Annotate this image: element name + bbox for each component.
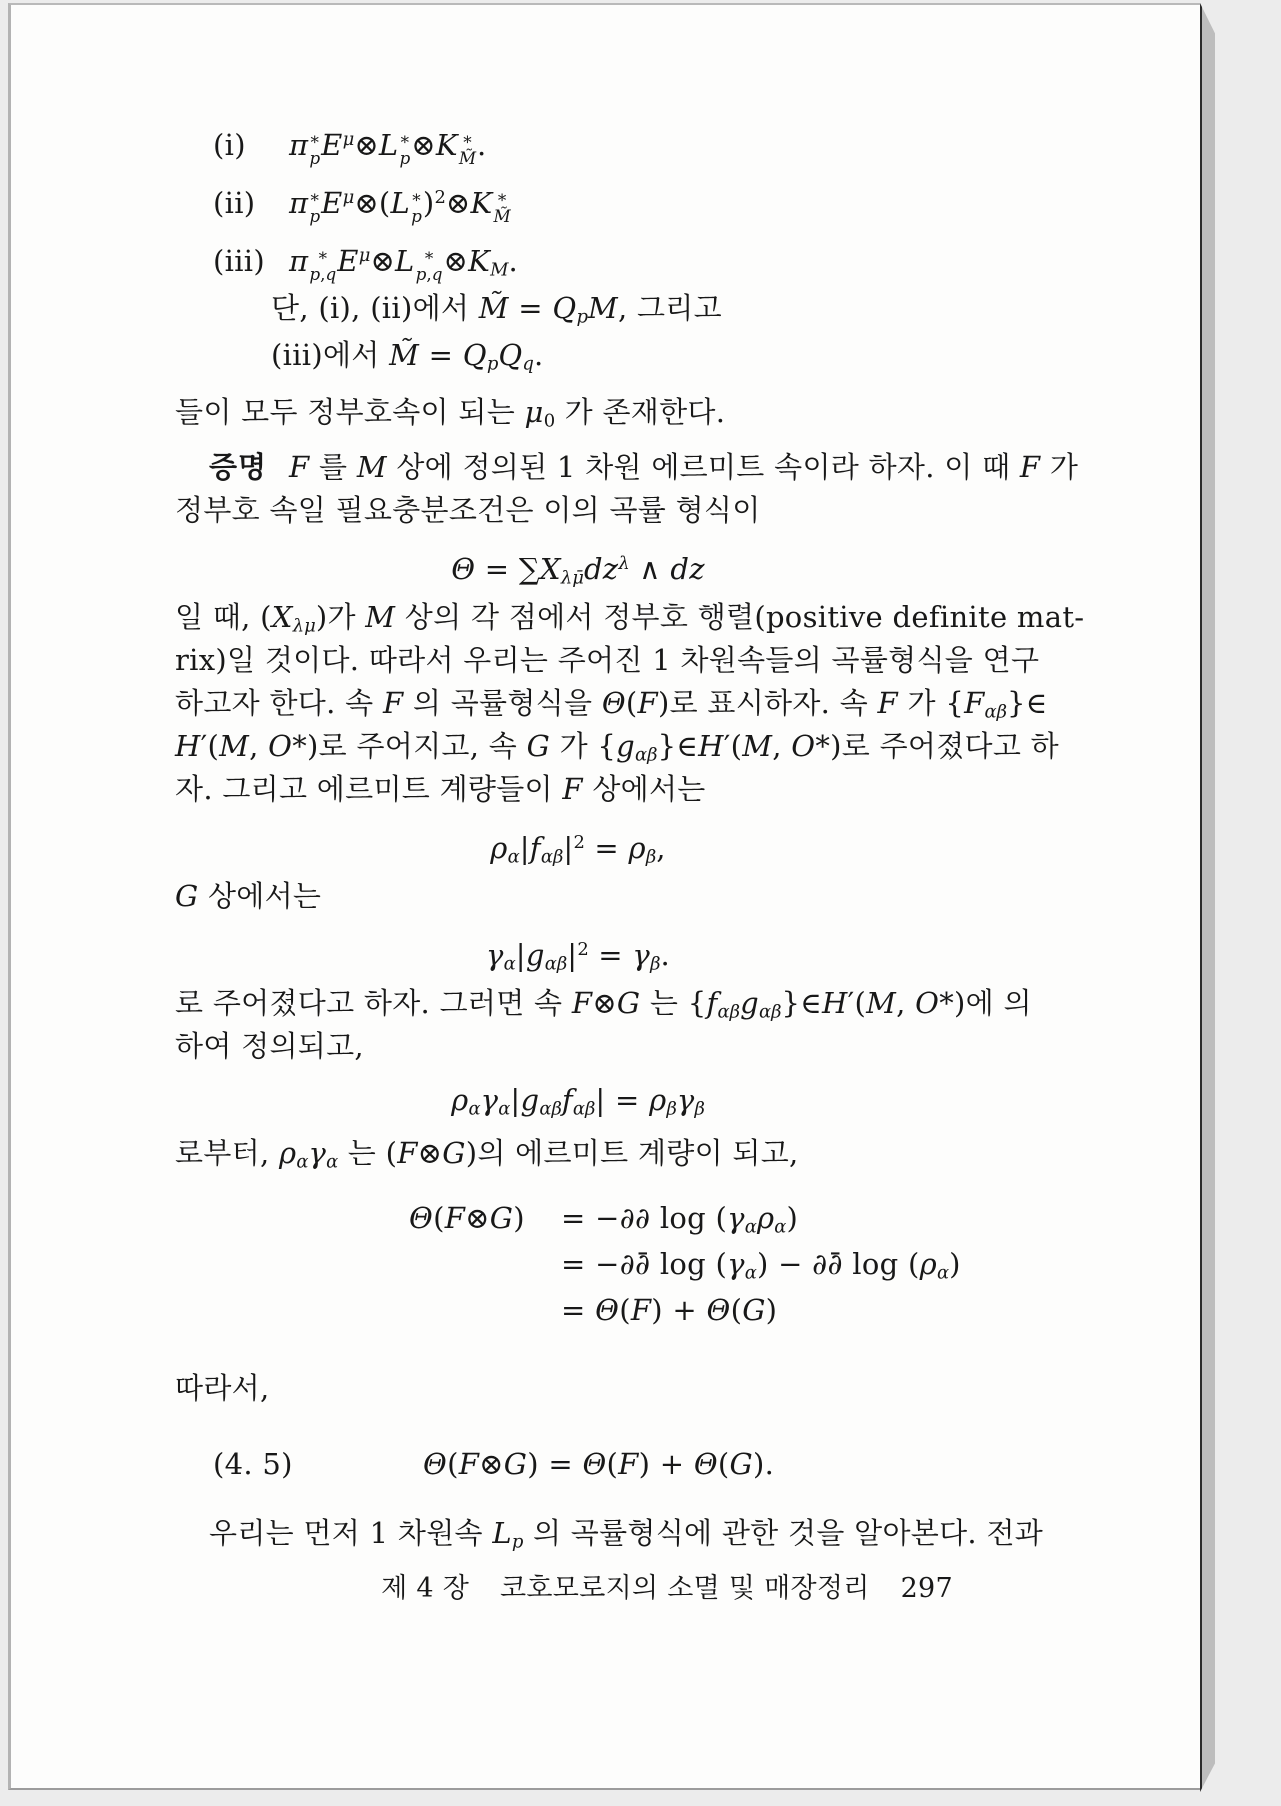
paragraph-conclusion: 들이 모두 정부호속이 되는 $\mu_0$ 가 존재한다.	[175, 395, 726, 432]
body-line: 하고자 한다. 속 F 의 곡률형식을 Θ(F)로 표시하자. 속 F 가 $\{F_{\alpha\beta}\}\in$	[175, 686, 1048, 723]
proof-label: 증명	[209, 450, 268, 484]
formula-i: π * p $E^\mu\otimes L$ * p ⊗K * M̃ .	[289, 127, 487, 169]
proof-first-line	[175, 446, 1079, 489]
derivation-row-1	[175, 1195, 981, 1241]
formula-ii: π * p $E^\mu\otimes(L$ * p )$^2$⊗K * M̃	[289, 185, 511, 227]
hermitian-metric-equation-f: $\rho_\alpha|f_{\alpha\beta}|^2 = \rho_\beta$,	[490, 830, 666, 868]
paragraph-metric-product: 로부터, $\rho_\alpha\gamma_\alpha$ 는 (F⊗G)의 에르미트 계량이 되고,	[175, 1136, 799, 1173]
body-line: 로 주어졌다고 하자. 그러면 속 F⊗G 는 $\{f_{\alpha\beta}g_{\alpha\beta}\}\in H'(M$, O*)에 의	[175, 986, 1032, 1023]
derivation-rhs-1: = −∂∂ $\log (\gamma_\alpha\rho_\alpha)$	[561, 1201, 799, 1238]
page-thickness-edge	[1200, 3, 1215, 1792]
footer-chapter-title: 코호모로지의 소멸 및 매장정리	[500, 1573, 870, 1604]
curvature-derivation-block	[175, 1195, 981, 1333]
enumerated-formula-iii	[175, 227, 981, 285]
enumerated-formula-ii	[175, 169, 981, 227]
derivation-lhs: Θ(F⊗G)	[409, 1201, 525, 1235]
enumerated-formula-i	[175, 111, 981, 169]
body-line: rix)일 것이다. 따라서 우리는 주어진 1 차원속들의 곡률형식을 연구	[175, 643, 1040, 677]
derivation-row-2	[175, 1241, 981, 1287]
condition-line-2: (iii)에서 M̃ = $Q_pQ_q$.	[271, 338, 544, 375]
condition-line-1: 단, (i), (ii)에서 M̃ = $Q_pM$, 그리고	[271, 291, 722, 328]
derivation-row-3	[175, 1287, 981, 1333]
body-line: H′(M, O*)로 주어지고, 속 G 가 $\{g_{\alpha\beta}\}\in H'(M$, O*)로 주어졌다고 하	[175, 729, 1059, 766]
list-label-i: (i)	[213, 127, 246, 162]
book-page	[8, 3, 1200, 1790]
derivation-rhs-2: = −∂∂̄ $\log (\gamma_\alpha)$ − ∂∂̄ $\log (\rho_\alpha)$	[561, 1247, 961, 1284]
paragraph-therefore: 따라서,	[175, 1371, 270, 1405]
equation-number: (4. 5)	[213, 1447, 293, 1481]
formula-iii: π * p,q $E^\mu\otimes L$ * p,q $\otimes K_M$.	[289, 243, 519, 285]
footer-chapter: 제 4 장	[381, 1573, 470, 1604]
body-line: 자. 그리고 에르미트 계량들이 F 상에서는	[175, 772, 706, 806]
body-line: 일 때, $(X_{\lambda\mu})$가 M 상의 각 점에서 정부호 행렬(positive definite mat-	[175, 600, 1085, 637]
derivation-rhs-3: = Θ(F) + Θ(G)	[561, 1293, 778, 1327]
list-label-ii: (ii)	[213, 185, 256, 220]
page-content	[11, 5, 1085, 1613]
product-metric-equation: $\rho_\alpha\gamma_\alpha|g_{\alpha\beta}f_{\alpha\beta}| = \rho_\beta\gamma_\beta$	[451, 1083, 705, 1120]
proof-text-1: F 를 M 상에 정의된 1 차원 에르미트 속이라 하자. 이 때 F 가	[289, 450, 1079, 484]
page-footer	[175, 1565, 981, 1613]
numbered-equation-4-5	[175, 1436, 981, 1492]
body-line: 하여 정의되고,	[175, 1029, 364, 1063]
proof-text-2: 정부호 속일 필요충분조건은 이의 곡률 형식이	[175, 493, 761, 527]
paragraph-on-g: G 상에서는	[175, 879, 322, 913]
curvature-form-equation: $\Theta = \sum X_{\lambda\mū}dz^\lambda$ ∧ dz	[451, 551, 705, 589]
paragraph-next-topic: 우리는 먼저 1 차원속 $L_p$ 의 곡률형식에 관한 것을 알아본다. 전과	[209, 1516, 1044, 1553]
list-label-iii: (iii)	[213, 243, 265, 278]
equation-4-5-formula: Θ(F⊗G) = Θ(F) + Θ(G).	[423, 1447, 775, 1481]
hermitian-metric-equation-g: $\gamma_\alpha|g_{\alpha\beta}|^2 = \gamma_\beta$.	[486, 937, 670, 975]
footer-page-number: 297	[900, 1573, 953, 1604]
